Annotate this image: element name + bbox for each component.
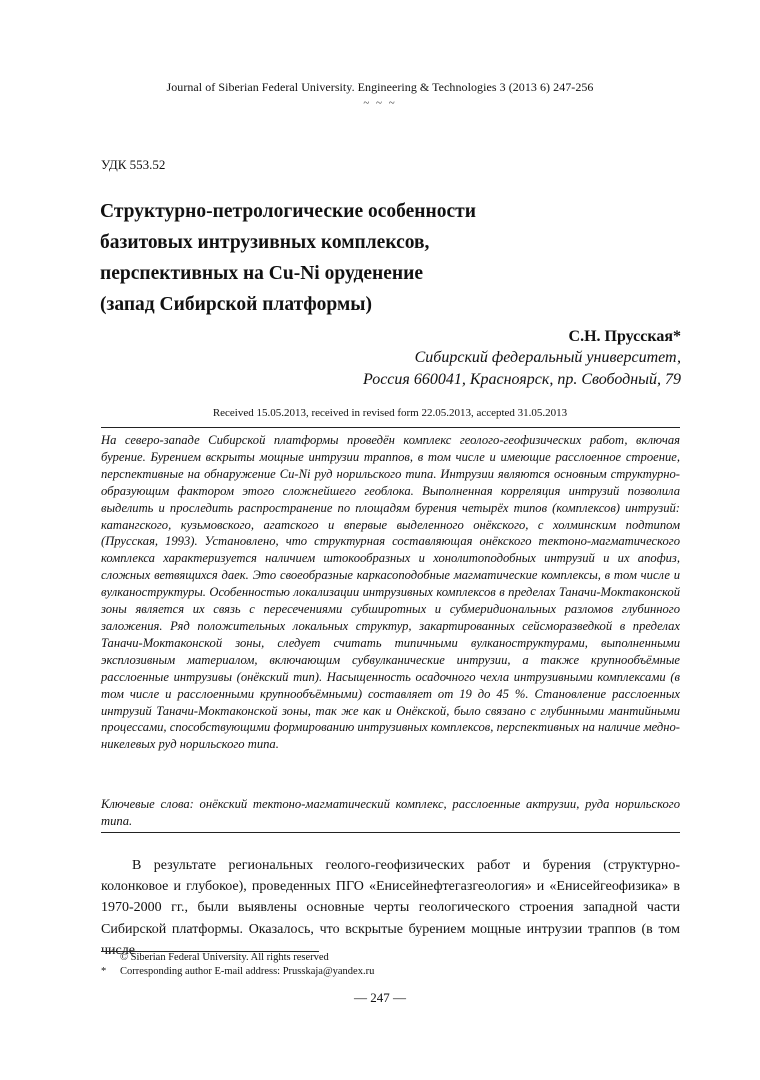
udk-code: УДК 553.52 [101,157,166,172]
header-ornament: ~ ~ ~ [363,97,397,109]
footnote-corresponding [101,965,374,979]
affiliation-line: Россия 660041, Красноярск, пр. Свободный, 79 [363,371,681,388]
footnote-text: Corresponding author E-mail address: Prusskaja@yandex.ru [120,966,375,977]
abstract-top-rule [101,427,680,428]
abstract [101,432,680,753]
journal-header: Journal of Siberian Federal University. Engineering & Technologies 3 (2013 6) 247-256 [166,80,594,94]
footnotes [101,951,374,979]
author-name: С.Н. Прусская* [568,328,681,345]
title-line: Структурно-петрологические особенности [100,201,476,222]
title-line: базитовых интрузивных комплексов, [100,232,430,253]
footnote-mark [101,951,120,965]
abstract-text: На северо-западе Сибирской платформы проведён комплекс геолого-геофизических работ, включая бурение. Бурением вскрыты мощные интрузии траппов, в том числе и имеющие расслоенное строение, перспективные на обнаружение Cu-Ni руд норильского типа. Интрузии являются основным структурно-образующим фактором этого сложнейшего геоблока. Выполненная корреляция интрузий позволила выделить и проследить распространение по площадям бурения четырёх типов (комплексов) интрузий: катангского, кузьмовского, агатского и впервые выделенного онёкского, с холминским подтипом (Прусская, 1993). Установлено, что структурная составляющая онёкского тектоно-магматического комплекса характеризуется наличием штокообразных и хонолитоподобных интрузий и их апофиз, сложных ветвящихся даек. Это своеобразные каркасоподобные магматические комплексы, в том числе и вулканоструктуры. Особенностью локализации интрузивных комплексов в пределах Таначи-Моктаконской зоны является их связь с пересечениями субширотных и субмеридиональных разломов глубинного заложения. Ряд положительных локальных структур, закартированных сейсморазведкой в пределах Таначи-Моктаконской зоны, следует считать типичными вулканоструктурами, выполненными эксплозивным материалом, включающим субвулканические интрузии, а также крупнообъёмные расслоенные интрузивы (онёкский тип). Насыщенность осадочного чехла интрузивными комплексами (в том числе и расслоенными крупнообъёмными) составляет от 19 до 45 %. Становление расслоенных интрузий Таначи-Моктаконской зоны, так же как и Онёкской, было связано с глубинными мантийными процессами, способствующими формированию интрузивных комплексов, перспективных на наличие медно-никелевых руд норильского типа. [101,433,680,752]
affiliation-line: Сибирский федеральный университет, [414,349,681,366]
received-dates: Received 15.05.2013, received in revised form 22.05.2013, accepted 31.05.2013 [212,407,568,419]
abstract-bottom-rule [101,832,680,833]
footnote-text: © Siberian Federal University. All rights reserved [120,952,329,963]
body-text [101,855,680,961]
footnote-copyright [101,951,374,965]
footnote-mark: * [101,966,107,977]
page-number: — 247 — [354,990,406,1005]
author-affiliation [363,347,681,391]
title-line: перспективных на Cu-Ni оруденение [100,263,423,284]
keywords: Ключевые слова: онёкский тектоно-магматический комплекс, расслоенные актрузии, руда норильского типа. [101,797,680,828]
body-paragraph: В результате региональных геолого-геофизических работ и бурения (структурно-колонковое и глубокое), проведенных ПГО «Енисейнефтегазгеология» и «Енисейгеофизика» в 1970-2000 гг., были выявлены основные черты геологического строения западной части Сибирской платформы. Оказалось, что вскрытые бурением мощные интрузии траппов (в том числе [101,858,680,958]
title-line: (запад Сибирской платформы) [100,294,372,315]
article-title [100,196,660,320]
